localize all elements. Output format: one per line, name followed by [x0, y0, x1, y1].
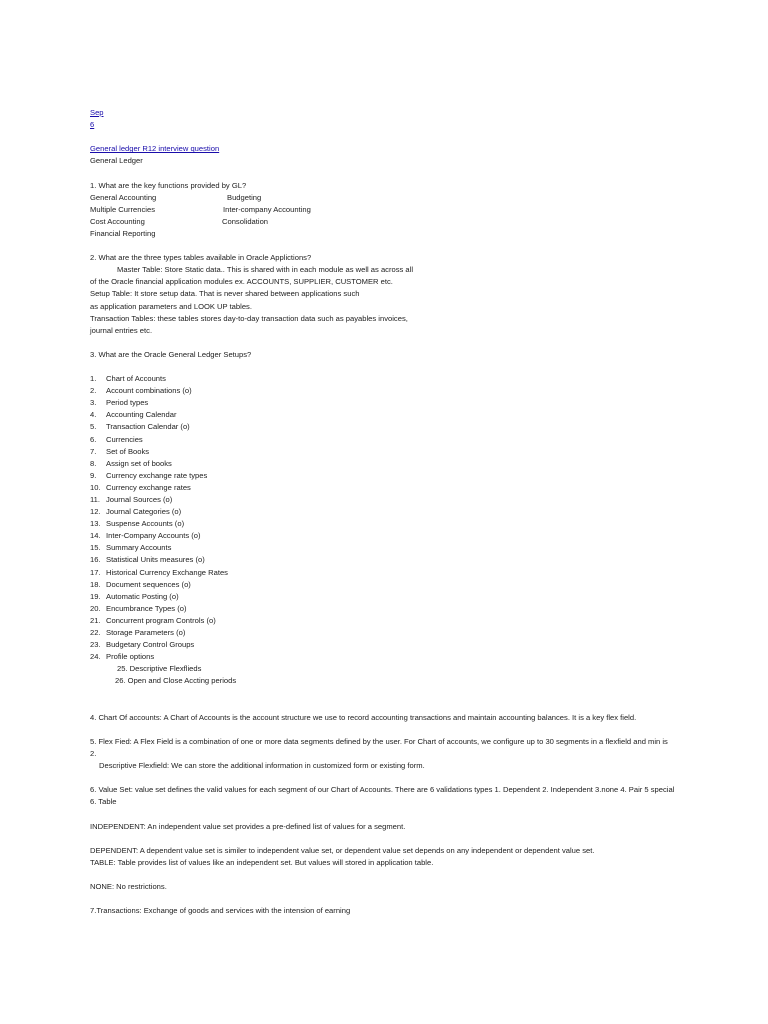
setup-list-item [90, 421, 690, 433]
setup-list-item [90, 409, 690, 421]
list-number: 24. [90, 652, 101, 662]
q1-row: Cost Accounting Consolidation [90, 216, 269, 226]
list-number: 13. [90, 519, 101, 529]
none-note: NONE: No restrictions. [90, 882, 167, 891]
list-number: 3. [90, 398, 97, 408]
list-text: Accounting Calendar [106, 410, 177, 420]
list-text: Encumbrance Types (o) [106, 603, 187, 613]
list-number: 11. [90, 495, 100, 504]
list-text: Concurrent program Controls (o) [106, 615, 216, 625]
list-number: 15. [90, 543, 101, 553]
list-text: Currency exchange rate types [106, 470, 208, 480]
q1-row: Financial Reporting [90, 228, 156, 238]
setup-list-item [90, 434, 690, 446]
list-text: Transaction Calendar (o) [106, 422, 190, 432]
setup-list-item [90, 470, 690, 482]
setup-list-item [90, 446, 690, 458]
question-2: 2. What are the three types tables available in Oracle Applictions? [90, 253, 312, 263]
list-number: 1. [90, 374, 97, 384]
q2-line: of the Oracle financial application modules ex. ACCOUNTS, SUPPLIER, CUSTOMER etc. [90, 277, 393, 287]
list-text: Account combinations (o) [106, 386, 192, 396]
list-text: Profile options [106, 652, 155, 662]
list-text: Journal Categories (o) [106, 507, 182, 517]
list-text: Statistical Units measures (o) [106, 555, 205, 565]
list-text: Historical Currency Exchange Rates [106, 567, 228, 577]
list-number: 20. [90, 603, 101, 613]
q1-row: General Accounting Budgeting [90, 192, 262, 202]
setup-list-item [90, 494, 690, 506]
document-body [90, 107, 690, 917]
list-number: 4. [90, 410, 97, 420]
list-number: 5. [90, 422, 97, 432]
post-title-link[interactable]: General ledger R12 interview question [90, 144, 220, 154]
q2-line: journal entries etc. [90, 325, 153, 335]
list-number: 18. [90, 579, 101, 589]
list-number: 17. [90, 567, 101, 577]
q5-sub: Descriptive Flexfield: We can store the additional information in customized form or existing form. [99, 761, 425, 771]
list-number: 10. [90, 482, 101, 492]
post-subtitle: General Ledger [90, 156, 143, 166]
setup-list-item [90, 385, 690, 397]
list-number: 16. [90, 555, 101, 565]
setup-extra-item: 26. Open and Close Accting periods [115, 676, 237, 686]
list-number: 14. [90, 531, 101, 541]
list-text: Assign set of books [106, 458, 172, 468]
setup-list-item [90, 482, 690, 494]
question-1: 1. What are the key functions provided by GL? [90, 180, 247, 190]
list-number: 23. [90, 640, 101, 650]
list-number: 6. [90, 434, 97, 444]
list-text: Storage Parameters (o) [106, 628, 186, 638]
setup-list-item [90, 567, 690, 579]
setup-list-item [90, 627, 690, 639]
list-number: 9. [90, 470, 97, 480]
question-7: 7.Transactions: Exchange of goods and services with the intension of earning [90, 906, 351, 916]
question-4: 4. Chart Of accounts: A Chart of Accounts is the account structure we use to record accounting transactions and maintain accounting balances. It is a key flex field. [90, 712, 637, 722]
list-text: Inter-Company Accounts (o) [106, 531, 201, 541]
q2-line: Setup Table: It store setup data. That is never shared between applications such [90, 289, 360, 299]
date-day-link[interactable]: 6 [90, 120, 95, 130]
setup-list-item [90, 397, 690, 409]
q2-line: Master Table: Store Static data.. This is shared with in each module as well as across all [117, 265, 414, 275]
list-number: 22. [90, 628, 101, 638]
q1-row: Multiple Currencies Inter-company Accounting [90, 204, 311, 214]
list-number: 2. [90, 386, 97, 396]
list-text: Chart of Accounts [106, 374, 166, 384]
question-6: 6. Value Set: value set defines the valid values for each segment of our Chart of Accounts. There are 6 validations types 1. Dependent 2. Independent 3.none 4. Pair 5 special 6. Table [90, 785, 675, 807]
setup-list-item [90, 579, 690, 591]
setup-extra-item: 25. Descriptive Flexflieds [117, 664, 202, 674]
list-text: Budgetary Control Groups [106, 640, 195, 650]
q2-line: as application parameters and LOOK UP tables. [90, 301, 252, 311]
setup-list-item [90, 518, 690, 530]
list-number: 21. [90, 615, 101, 625]
list-text: Currencies [106, 434, 143, 444]
list-text: Automatic Posting (o) [106, 591, 179, 601]
date-month-link[interactable]: Sep [90, 108, 104, 117]
setup-list-item [90, 639, 690, 651]
setup-list-item [90, 373, 690, 385]
setup-list-item [90, 542, 690, 554]
question-5: 5. Flex Fied: A Flex Field is a combination of one or more data segments defined by the user. For Chart of accounts, we configure up to 30 segments in a flexfield and min is 2. [90, 736, 668, 758]
list-text: Currency exchange rates [106, 482, 191, 492]
setup-list [90, 373, 690, 663]
list-number: 7. [90, 446, 97, 456]
q2-line: Transaction Tables: these tables stores day-to-day transaction data such as payables invoices, [90, 313, 408, 323]
setup-list-item [90, 458, 690, 470]
list-text: Document sequences (o) [106, 579, 191, 589]
list-text: Summary Accounts [106, 543, 172, 553]
list-text: Set of Books [106, 446, 150, 456]
setup-list-item [90, 591, 690, 603]
setup-list-item [90, 554, 690, 566]
setup-list-item [90, 506, 690, 518]
list-number: 8. [90, 458, 97, 468]
dependent-note: DEPENDENT: A dependent value set is similer to independent value set, or dependent value set depends on any independent or dependent value set. [90, 845, 595, 855]
setup-list-item [90, 615, 690, 627]
independent-note: INDEPENDENT: An independent value set provides a pre-defined list of values for a segment. [90, 821, 406, 831]
list-number: 19. [90, 591, 101, 601]
setup-list-item [90, 651, 690, 663]
table-note: TABLE: Table provides list of values like an independent set. But values will stored in application table. [90, 857, 434, 867]
list-text: Period types [106, 398, 149, 408]
list-text: Suspense Accounts (o) [106, 519, 185, 529]
setup-list-item [90, 530, 690, 542]
setup-list-item [90, 603, 690, 615]
list-number: 12. [90, 507, 101, 517]
list-text: Journal Sources (o) [106, 495, 173, 504]
question-3: 3. What are the Oracle General Ledger Setups? [90, 349, 252, 359]
